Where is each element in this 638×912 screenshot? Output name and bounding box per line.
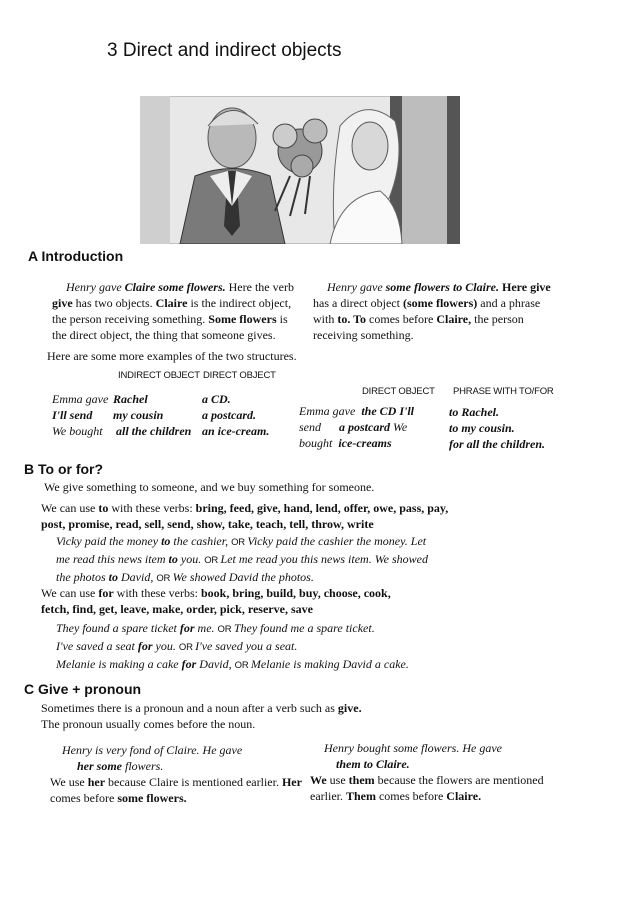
left-examples-direct: a CD. a postcard. an ice-cream. [202, 392, 270, 438]
to-examples: Vicky paid the money to the cashier, OR Vicky paid the cashier the money. Let me read this news item to you. OR Let me read you this news item. We showed the photos to David, OR We showed David the photos. [56, 534, 428, 584]
left-examples-verbs: Emma gave I'll send We bought [52, 392, 109, 438]
for-verbs-text: We can use for with these verbs: book, bring, build, buy, choose, cook, fetch, find, get, leave, make, order, pick, reserve, save [41, 586, 391, 616]
section-c-left-example: Henry is very fond of Claire. He gave her some flowers. We use her because Claire is mentioned earlier. Her comes before some flowers. [50, 743, 302, 805]
section-c-intro: Sometimes there is a pronoun and a noun after a verb such as give. The pronoun usually comes before the noun. [41, 701, 362, 731]
col-phrase-to-for: PHRASE WITH TO/FOR [453, 386, 554, 397]
section-c-right-example: Henry bought some flowers. He gave them to Claire. We use them because the flowers are mentioned earlier. Them comes before Claire. [310, 741, 544, 803]
section-b-heading: B To or for? [24, 461, 104, 477]
col-indirect-object: INDIRECT OBJECT [118, 370, 200, 381]
to-verbs-text: We can use to with these verbs: bring, feed, give, hand, lend, offer, owe, pass, pay, post, promise, read, sell, send, show, take, teach, tell, throw, write [41, 501, 449, 531]
more-examples-text: Here are some more examples of the two structures. [47, 349, 297, 363]
right-phrases: to Rachel. to my cousin. for all the children. [449, 405, 546, 451]
section-a-right-text: Henry gave some flowers to Claire. Here give has a direct object (some flowers) and a phrase with to. To comes before Claire, the person receiving something. [313, 280, 551, 342]
illustration-man-giving-flowers [140, 96, 460, 244]
right-examples: Emma gave the CD I'll send a postcard We bought ice-creams [299, 404, 415, 450]
section-a-heading: A Introduction [28, 248, 124, 264]
section-b-intro: We give something to someone, and we buy something for someone. [44, 480, 375, 494]
col-direct-object-2: DIRECT OBJECT [362, 386, 435, 397]
for-examples: They found a spare ticket for me. OR They found me a spare ticket. I've saved a seat for you. OR I've saved you a seat. Melanie is making a cake for David, OR Melanie is making David a cake. [56, 621, 409, 671]
page-title: 3 Direct and indirect objects [107, 40, 342, 61]
col-direct-object: DIRECT OBJECT [203, 370, 276, 381]
left-examples-indirect: Rachel my cousin all the children [113, 392, 192, 438]
section-a-left-text: Henry gave Claire some flowers. Here the verb give has two objects. Claire is the indirect object, the person receiving something. Some flowers is the direct object, the thing that someone gives. [52, 280, 294, 342]
section-c-heading: C Give + pronoun [24, 681, 142, 697]
